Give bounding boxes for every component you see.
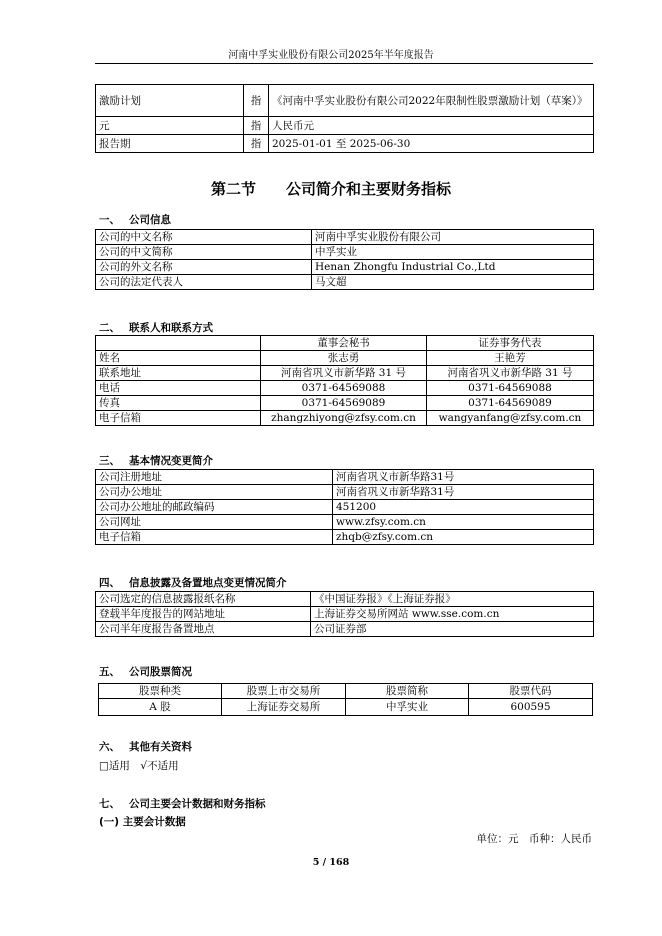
table-row: 电话 0371-64569088 0371-64569088 — [96, 381, 594, 396]
table-row: 公司办公地址 河南省巩义市新华路31号 — [96, 485, 594, 500]
table-row: 公司的中文名称 河南中孚实业股份有限公司 — [96, 230, 594, 245]
page-number: 5 / 168 — [312, 857, 350, 868]
applicable-checkbox-line: □适用 √不适用 — [99, 760, 179, 772]
basic-info-heading: 三、 基本情况变更简介 — [99, 455, 213, 467]
unit-line: 单位：元 币种：人民币 — [476, 833, 592, 845]
stock-heading: 五、 公司股票简况 — [99, 666, 192, 678]
definition-term: 激励计划 — [96, 85, 244, 117]
table-row: 电子信箱 zhangzhiyong@zfsy.com.cn wangyanfang@zfsy.com.cn — [96, 411, 594, 426]
table-row: 公司的中文简称 中孚实业 — [96, 245, 594, 260]
table-row: 姓名 张志勇 王艳芳 — [96, 351, 594, 366]
stock-table — [98, 683, 593, 716]
definition-sep: 指 — [244, 117, 269, 135]
company-info-heading: 一、 公司信息 — [99, 214, 171, 226]
table-row: 公司办公地址的邮政编码 451200 — [96, 500, 594, 515]
definition-sep: 指 — [244, 85, 269, 117]
basic-info-table — [95, 469, 594, 545]
contacts-table — [95, 335, 594, 426]
table-row: 公司的法定代表人 马文超 — [96, 275, 594, 290]
definition-term: 元 — [96, 117, 244, 135]
financial-sub-heading: (一) 主要会计数据 — [99, 816, 186, 828]
header-rule — [95, 63, 593, 64]
table-row: A 股 上海证券交易所 中孚实业 600595 — [99, 699, 593, 716]
definition-term: 报告期 — [96, 135, 244, 153]
definition-text: 2025-01-01 至 2025-06-30 — [269, 135, 594, 153]
table-row: 公司注册地址 河南省巩义市新华路31号 — [96, 470, 594, 485]
table-row: 联系地址 河南省巩义市新华路 31 号 河南省巩义市新华路 31 号 — [96, 366, 594, 381]
table-row: 登载半年度报告的网站地址 上海证券交易所网站 www.sse.com.cn — [96, 607, 594, 622]
table-row — [96, 85, 594, 117]
company-info-table — [95, 229, 594, 290]
table-header-row: 股票种类 股票上市交易所 股票简称 股票代码 — [99, 684, 593, 699]
definition-text: 人民币元 — [269, 117, 594, 135]
contacts-heading: 二、 联系人和联系方式 — [99, 322, 213, 334]
other-heading: 六、 其他有关资料 — [99, 741, 192, 753]
definition-text: 《河南中孚实业股份有限公司2022年限制性股票激励计划（草案）》 — [269, 85, 594, 117]
disclosure-table — [95, 591, 594, 637]
table-row: 公司网址 www.zfsy.com.cn — [96, 515, 594, 530]
table-row — [96, 135, 594, 153]
table-row — [96, 117, 594, 135]
financial-heading: 七、 公司主要会计数据和财务指标 — [99, 798, 266, 810]
table-row: 传真 0371-64569089 0371-64569089 — [96, 396, 594, 411]
definition-sep: 指 — [244, 135, 269, 153]
definitions-table — [95, 84, 594, 153]
table-row: 公司的外文名称 Henan Zhongfu Industrial Co.,Ltd — [96, 260, 594, 275]
disclosure-heading: 四、 信息披露及备置地点变更情况简介 — [99, 577, 287, 589]
table-header-row: 董事会秘书 证券事务代表 — [96, 336, 594, 351]
table-row: 公司半年度报告备置地点 公司证券部 — [96, 622, 594, 637]
page-header: 河南中孚实业股份有限公司2025年半年度报告 — [228, 50, 434, 61]
table-row: 电子信箱 zhqb@zfsy.com.cn — [96, 530, 594, 545]
table-row: 公司选定的信息披露报纸名称 《中国证券报》《上海证券报》 — [96, 592, 594, 607]
section-title: 第二节 公司简介和主要财务指标 — [210, 180, 451, 198]
